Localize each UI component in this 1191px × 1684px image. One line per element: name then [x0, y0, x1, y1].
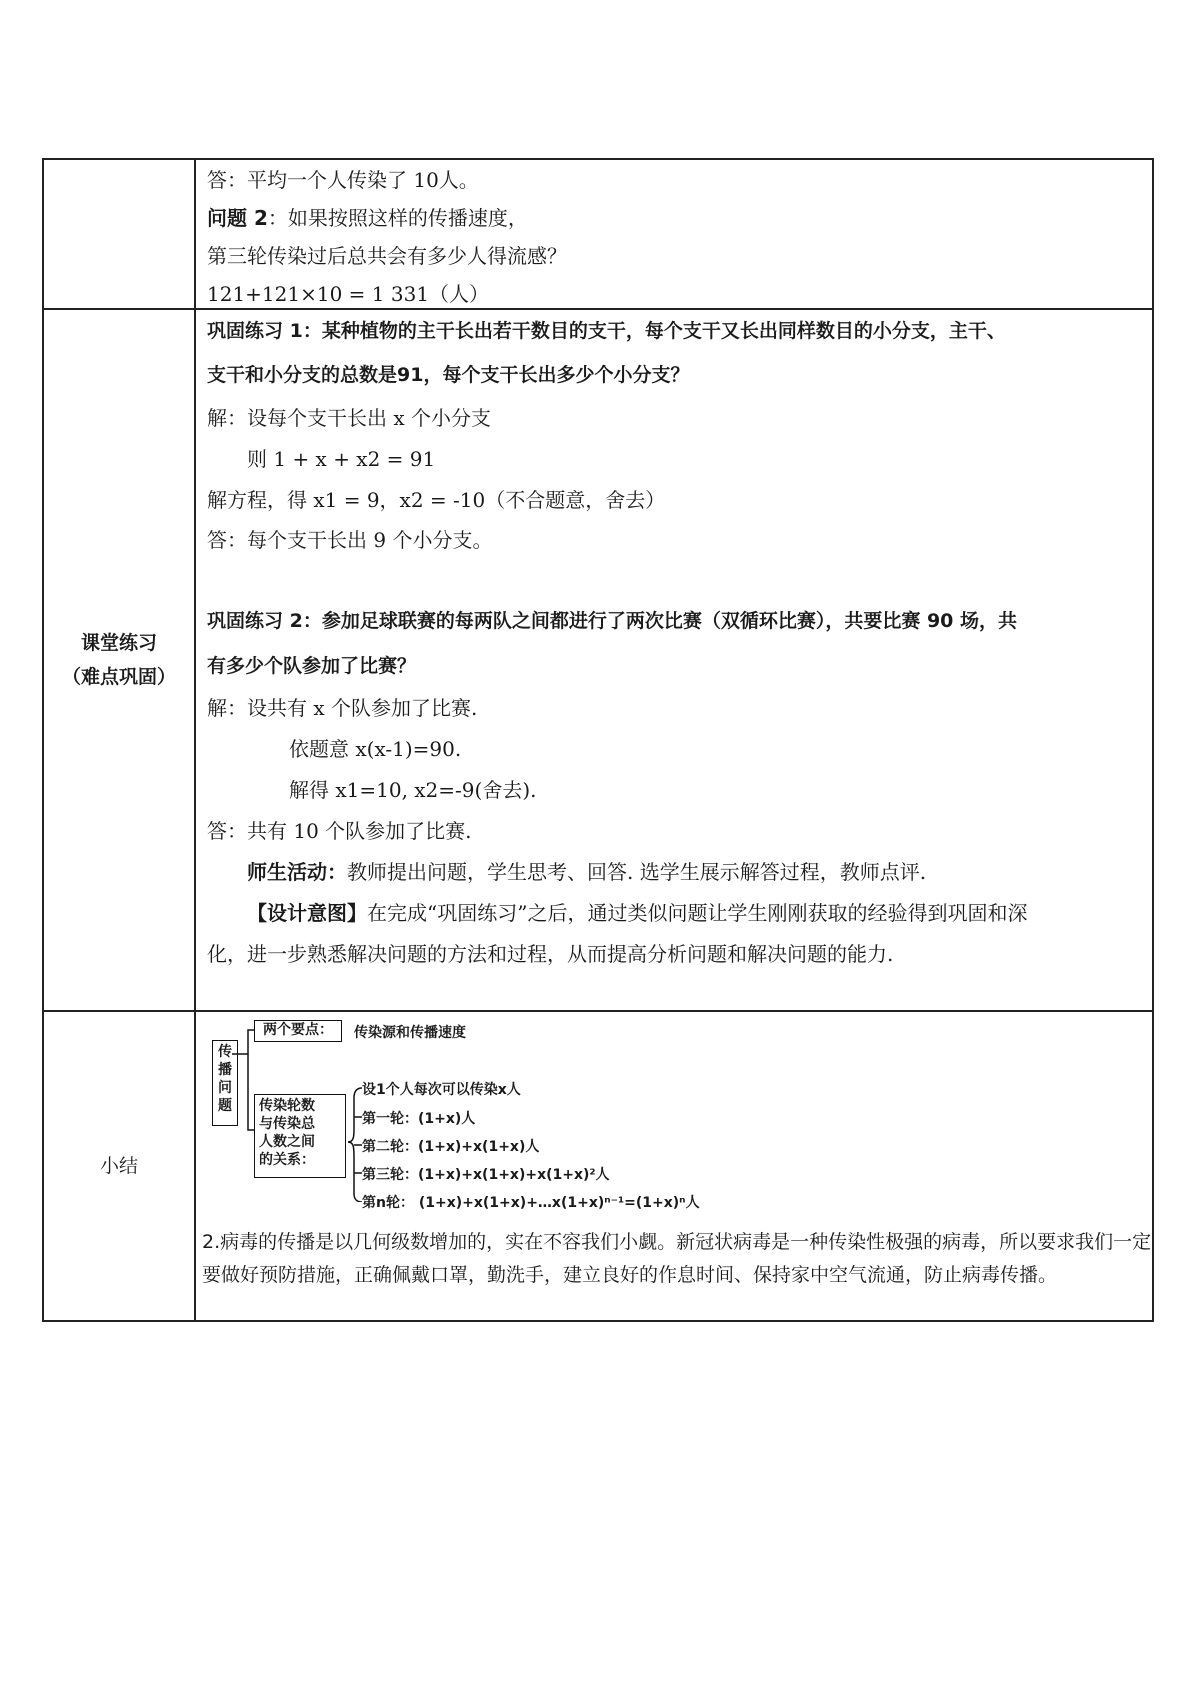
transmission-diagram — [202, 1012, 762, 1211]
exercise-1-line: 解方程，得 x1 = 9，x2 = -10（不合题意，舍去） — [207, 488, 666, 512]
key-points-text: 传染源和传播速度 — [354, 1025, 466, 1041]
exercise-1-title-b: 支干和小分支的总数是91，每个支干长出多少个小分支？ — [207, 364, 690, 386]
relation-box: 传染轮数 与传染总 人数之间 的关系： — [254, 1094, 346, 1178]
exercise-2-line: 答：共有 10 个队参加了比赛. — [207, 819, 472, 843]
row-answer-continuation — [42, 158, 1154, 310]
exercise-2-line: 解得 x1=10, x2=-9(舍去). — [289, 778, 537, 802]
root-box: 传 播 问 题 — [212, 1040, 238, 1126]
leaf-item: 第二轮：(1+x)+x(1+x)人 — [362, 1139, 540, 1155]
row-summary — [42, 1012, 1154, 1322]
leaf-item: 设1个人每次可以传染x人 — [362, 1082, 521, 1098]
leaf-item: 第n轮： (1+x)+x(1+x)+…x(1+x)ⁿ⁻¹=(1+x)ⁿ人 — [362, 1195, 700, 1211]
key-points-box: 两个要点： — [254, 1020, 342, 1042]
exercise-1-line: 答：每个支干长出 9 个小分支。 — [207, 528, 493, 552]
answer-line: 答：平均一个人传染了 10人。 — [207, 168, 479, 192]
design-text-a: 在完成“巩固练习”之后，通过类似问题让学生刚刚获取的经验得到巩固和深 — [367, 901, 1028, 925]
design-label: 【设计意图】 — [247, 901, 367, 925]
summary-label-text: 小结 — [99, 1155, 138, 1177]
activity-label: 师生活动： — [247, 860, 347, 884]
row-label-practice — [44, 310, 196, 1010]
row-classroom-practice — [42, 310, 1154, 1012]
calculation-line: 121+121×10 = 1 331（人） — [207, 282, 490, 306]
exercise-2-title-a: 巩固练习 2：参加足球联赛的每两队之间都进行了两次比赛（双循环比赛），共要比赛 90 场，共 — [207, 610, 1018, 632]
design-line — [247, 897, 1027, 926]
summary-paragraph: 2.病毒的传播是以几何级数增加的，实在不容我们小觑。新冠状病毒是一种传染性极强的病毒，所以要求我们一定要做好预防措施，正确佩戴口罩，勤洗手，建立良好的作息时间、保持家中空气流通，防止病毒传播。 — [202, 1231, 1152, 1286]
design-line-continued: 化，进一步熟悉解决问题的方法和过程，从而提高分析问题和解决问题的能力. — [207, 942, 894, 966]
row-label-empty — [44, 160, 196, 308]
practice-label-text: 课堂练习 （难点巩固） — [61, 632, 176, 688]
exercise-2-line: 依题意 x(x-1)=90. — [289, 737, 462, 761]
activity-text: 教师提出问题，学生思考、回答. 选学生展示解答过程，教师点评. — [347, 860, 927, 884]
leaf-item: 第三轮：(1+x)+x(1+x)+x(1+x)²人 — [362, 1167, 610, 1183]
exercise-2-line: 解：设共有 x 个队参加了比赛. — [207, 696, 478, 720]
question-2-line — [207, 202, 528, 231]
question-2-continuation: 第三轮传染过后总共会有多少人得流感？ — [207, 244, 567, 268]
exercise-1-title-a: 巩固练习 1：某种植物的主干长出若干数目的支干，每个支干又长出同样数目的小分支，主干、 — [207, 320, 1006, 342]
question-2-label: 问题 2 — [207, 206, 268, 230]
exercise-1-line: 则 1 + x + x2 = 91 — [247, 447, 436, 471]
row-label-summary — [44, 1012, 196, 1320]
exercise-2-title-b: 有多少个队参加了比赛？ — [207, 655, 417, 677]
activity-line — [247, 856, 926, 885]
exercise-1-line: 解：设每个支干长出 x 个小分支 — [207, 406, 491, 430]
leaf-item: 第一轮：(1+x)人 — [362, 1111, 476, 1127]
question-2-text: ：如果按照这样的传播速度， — [267, 206, 528, 230]
